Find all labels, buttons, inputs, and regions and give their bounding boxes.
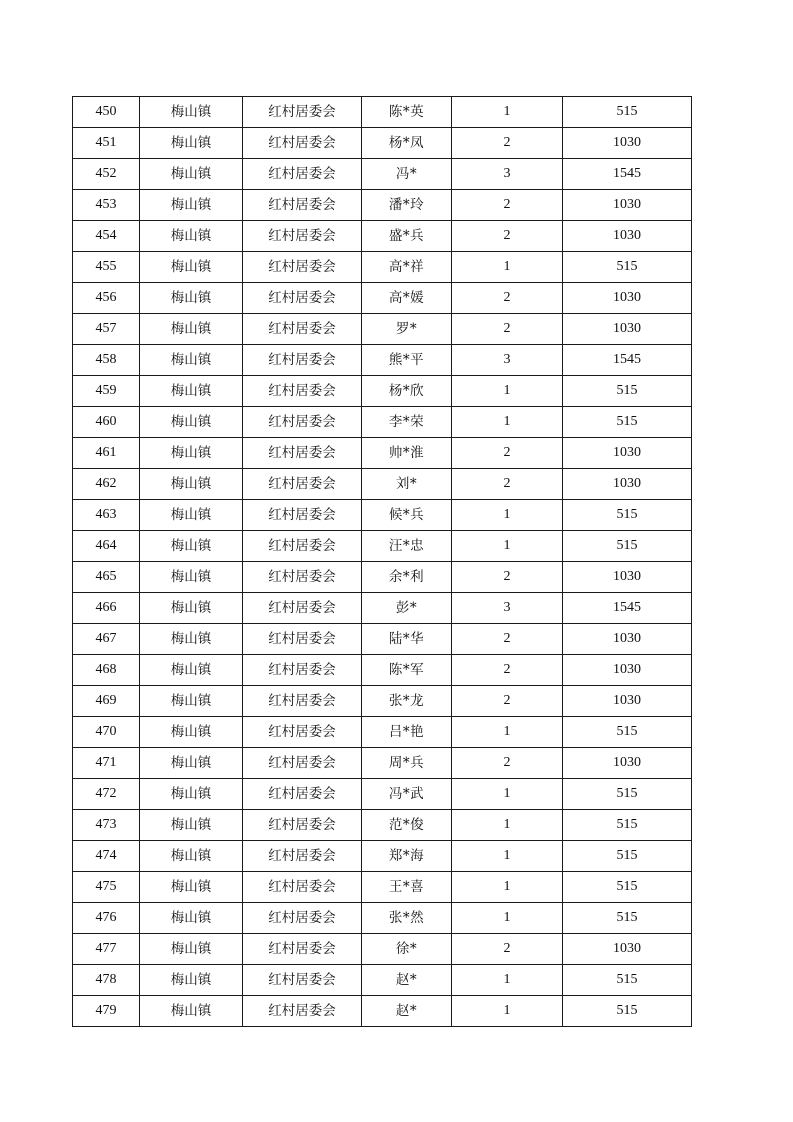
name-cell: 候*兵 (362, 500, 452, 531)
table-row (73, 190, 692, 221)
name-cell: 汪*忠 (362, 531, 452, 562)
name-cell: 张*龙 (362, 686, 452, 717)
table-row (73, 841, 692, 872)
town-cell: 梅山镇 (140, 283, 243, 314)
count-cell: 1 (452, 531, 563, 562)
count-cell: 1 (452, 841, 563, 872)
seq-cell: 475 (73, 872, 140, 903)
amount-cell: 515 (563, 779, 692, 810)
committee-cell: 红村居委会 (243, 190, 362, 221)
committee-cell: 红村居委会 (243, 686, 362, 717)
count-cell: 1 (452, 407, 563, 438)
town-cell: 梅山镇 (140, 996, 243, 1027)
seq-cell: 455 (73, 252, 140, 283)
amount-cell: 1030 (563, 438, 692, 469)
amount-cell: 515 (563, 903, 692, 934)
count-cell: 1 (452, 996, 563, 1027)
committee-cell: 红村居委会 (243, 407, 362, 438)
amount-cell: 1030 (563, 655, 692, 686)
committee-cell: 红村居委会 (243, 500, 362, 531)
seq-cell: 474 (73, 841, 140, 872)
amount-cell: 1030 (563, 748, 692, 779)
amount-cell: 1030 (563, 562, 692, 593)
table-row (73, 779, 692, 810)
count-cell: 3 (452, 345, 563, 376)
count-cell: 2 (452, 686, 563, 717)
committee-cell: 红村居委会 (243, 314, 362, 345)
seq-cell: 462 (73, 469, 140, 500)
town-cell: 梅山镇 (140, 841, 243, 872)
table-row (73, 872, 692, 903)
town-cell: 梅山镇 (140, 562, 243, 593)
amount-cell: 1030 (563, 686, 692, 717)
committee-cell: 红村居委会 (243, 903, 362, 934)
amount-cell: 1030 (563, 934, 692, 965)
committee-cell: 红村居委会 (243, 345, 362, 376)
committee-cell: 红村居委会 (243, 593, 362, 624)
town-cell: 梅山镇 (140, 593, 243, 624)
table-row (73, 97, 692, 128)
committee-cell: 红村居委会 (243, 531, 362, 562)
town-cell: 梅山镇 (140, 810, 243, 841)
amount-cell: 1030 (563, 314, 692, 345)
name-cell: 徐* (362, 934, 452, 965)
count-cell: 2 (452, 562, 563, 593)
name-cell: 熊*平 (362, 345, 452, 376)
count-cell: 2 (452, 314, 563, 345)
table-row (73, 469, 692, 500)
committee-cell: 红村居委会 (243, 779, 362, 810)
name-cell: 冯* (362, 159, 452, 190)
seq-cell: 453 (73, 190, 140, 221)
count-cell: 2 (452, 190, 563, 221)
amount-cell: 1030 (563, 190, 692, 221)
name-cell: 刘* (362, 469, 452, 500)
seq-cell: 468 (73, 655, 140, 686)
seq-cell: 457 (73, 314, 140, 345)
committee-cell: 红村居委会 (243, 934, 362, 965)
count-cell: 2 (452, 624, 563, 655)
seq-cell: 478 (73, 965, 140, 996)
name-cell: 陈*英 (362, 97, 452, 128)
table-row (73, 562, 692, 593)
committee-cell: 红村居委会 (243, 748, 362, 779)
town-cell: 梅山镇 (140, 748, 243, 779)
table-row (73, 810, 692, 841)
count-cell: 1 (452, 717, 563, 748)
count-cell: 2 (452, 748, 563, 779)
seq-cell: 477 (73, 934, 140, 965)
seq-cell: 472 (73, 779, 140, 810)
count-cell: 1 (452, 810, 563, 841)
amount-cell: 1030 (563, 469, 692, 500)
name-cell: 潘*玲 (362, 190, 452, 221)
table-row (73, 996, 692, 1027)
town-cell: 梅山镇 (140, 159, 243, 190)
seq-cell: 450 (73, 97, 140, 128)
town-cell: 梅山镇 (140, 469, 243, 500)
committee-cell: 红村居委会 (243, 841, 362, 872)
count-cell: 1 (452, 872, 563, 903)
amount-cell: 515 (563, 717, 692, 748)
seq-cell: 463 (73, 500, 140, 531)
amount-cell: 1030 (563, 283, 692, 314)
seq-cell: 466 (73, 593, 140, 624)
amount-cell: 1030 (563, 624, 692, 655)
table-row (73, 965, 692, 996)
committee-cell: 红村居委会 (243, 624, 362, 655)
name-cell: 范*俊 (362, 810, 452, 841)
town-cell: 梅山镇 (140, 221, 243, 252)
name-cell: 杨*欣 (362, 376, 452, 407)
seq-cell: 473 (73, 810, 140, 841)
name-cell: 帅*淮 (362, 438, 452, 469)
seq-cell: 471 (73, 748, 140, 779)
amount-cell: 515 (563, 97, 692, 128)
name-cell: 赵* (362, 996, 452, 1027)
table-row (73, 376, 692, 407)
committee-cell: 红村居委会 (243, 965, 362, 996)
name-cell: 高*媛 (362, 283, 452, 314)
town-cell: 梅山镇 (140, 314, 243, 345)
count-cell: 2 (452, 469, 563, 500)
table-row (73, 686, 692, 717)
committee-cell: 红村居委会 (243, 376, 362, 407)
seq-cell: 458 (73, 345, 140, 376)
name-cell: 王*喜 (362, 872, 452, 903)
amount-cell: 515 (563, 996, 692, 1027)
committee-cell: 红村居委会 (243, 159, 362, 190)
roster-table-body (73, 97, 692, 1027)
town-cell: 梅山镇 (140, 531, 243, 562)
seq-cell: 476 (73, 903, 140, 934)
amount-cell: 515 (563, 965, 692, 996)
town-cell: 梅山镇 (140, 438, 243, 469)
committee-cell: 红村居委会 (243, 717, 362, 748)
count-cell: 2 (452, 128, 563, 159)
committee-cell: 红村居委会 (243, 438, 362, 469)
count-cell: 3 (452, 159, 563, 190)
count-cell: 1 (452, 500, 563, 531)
committee-cell: 红村居委会 (243, 128, 362, 159)
table-row (73, 345, 692, 376)
town-cell: 梅山镇 (140, 624, 243, 655)
count-cell: 2 (452, 655, 563, 686)
name-cell: 李*荣 (362, 407, 452, 438)
table-row (73, 593, 692, 624)
count-cell: 1 (452, 97, 563, 128)
name-cell: 陈*军 (362, 655, 452, 686)
count-cell: 2 (452, 438, 563, 469)
table-row (73, 500, 692, 531)
table-row (73, 655, 692, 686)
table-row (73, 314, 692, 345)
table-row (73, 159, 692, 190)
table-row (73, 717, 692, 748)
amount-cell: 515 (563, 252, 692, 283)
roster-table (72, 96, 692, 1027)
table-row (73, 748, 692, 779)
count-cell: 1 (452, 903, 563, 934)
amount-cell: 1030 (563, 128, 692, 159)
seq-cell: 451 (73, 128, 140, 159)
town-cell: 梅山镇 (140, 717, 243, 748)
name-cell: 吕*艳 (362, 717, 452, 748)
seq-cell: 470 (73, 717, 140, 748)
town-cell: 梅山镇 (140, 128, 243, 159)
amount-cell: 1545 (563, 159, 692, 190)
town-cell: 梅山镇 (140, 934, 243, 965)
town-cell: 梅山镇 (140, 252, 243, 283)
table-row (73, 438, 692, 469)
town-cell: 梅山镇 (140, 345, 243, 376)
committee-cell: 红村居委会 (243, 283, 362, 314)
seq-cell: 452 (73, 159, 140, 190)
count-cell: 3 (452, 593, 563, 624)
town-cell: 梅山镇 (140, 686, 243, 717)
seq-cell: 461 (73, 438, 140, 469)
amount-cell: 515 (563, 407, 692, 438)
seq-cell: 479 (73, 996, 140, 1027)
seq-cell: 454 (73, 221, 140, 252)
town-cell: 梅山镇 (140, 376, 243, 407)
amount-cell: 1545 (563, 345, 692, 376)
committee-cell: 红村居委会 (243, 655, 362, 686)
seq-cell: 464 (73, 531, 140, 562)
count-cell: 1 (452, 252, 563, 283)
seq-cell: 460 (73, 407, 140, 438)
name-cell: 张*然 (362, 903, 452, 934)
name-cell: 冯*武 (362, 779, 452, 810)
count-cell: 2 (452, 221, 563, 252)
table-row (73, 624, 692, 655)
count-cell: 2 (452, 934, 563, 965)
town-cell: 梅山镇 (140, 655, 243, 686)
committee-cell: 红村居委会 (243, 996, 362, 1027)
table-row (73, 407, 692, 438)
document-page (72, 96, 692, 1027)
name-cell: 周*兵 (362, 748, 452, 779)
seq-cell: 459 (73, 376, 140, 407)
count-cell: 2 (452, 283, 563, 314)
table-row (73, 531, 692, 562)
seq-cell: 469 (73, 686, 140, 717)
amount-cell: 515 (563, 872, 692, 903)
name-cell: 罗* (362, 314, 452, 345)
committee-cell: 红村居委会 (243, 221, 362, 252)
town-cell: 梅山镇 (140, 407, 243, 438)
count-cell: 1 (452, 376, 563, 407)
name-cell: 赵* (362, 965, 452, 996)
town-cell: 梅山镇 (140, 965, 243, 996)
amount-cell: 515 (563, 531, 692, 562)
name-cell: 余*利 (362, 562, 452, 593)
amount-cell: 1030 (563, 221, 692, 252)
count-cell: 1 (452, 779, 563, 810)
committee-cell: 红村居委会 (243, 562, 362, 593)
table-row (73, 252, 692, 283)
town-cell: 梅山镇 (140, 500, 243, 531)
town-cell: 梅山镇 (140, 190, 243, 221)
amount-cell: 515 (563, 376, 692, 407)
name-cell: 郑*海 (362, 841, 452, 872)
table-row (73, 903, 692, 934)
amount-cell: 515 (563, 500, 692, 531)
name-cell: 陆*华 (362, 624, 452, 655)
seq-cell: 467 (73, 624, 140, 655)
name-cell: 盛*兵 (362, 221, 452, 252)
seq-cell: 456 (73, 283, 140, 314)
committee-cell: 红村居委会 (243, 810, 362, 841)
town-cell: 梅山镇 (140, 872, 243, 903)
name-cell: 杨*凤 (362, 128, 452, 159)
table-row (73, 283, 692, 314)
table-row (73, 221, 692, 252)
name-cell: 彭* (362, 593, 452, 624)
count-cell: 1 (452, 965, 563, 996)
committee-cell: 红村居委会 (243, 252, 362, 283)
table-row (73, 934, 692, 965)
amount-cell: 515 (563, 810, 692, 841)
committee-cell: 红村居委会 (243, 872, 362, 903)
town-cell: 梅山镇 (140, 903, 243, 934)
town-cell: 梅山镇 (140, 97, 243, 128)
seq-cell: 465 (73, 562, 140, 593)
amount-cell: 515 (563, 841, 692, 872)
town-cell: 梅山镇 (140, 779, 243, 810)
table-row (73, 128, 692, 159)
committee-cell: 红村居委会 (243, 469, 362, 500)
committee-cell: 红村居委会 (243, 97, 362, 128)
name-cell: 高*祥 (362, 252, 452, 283)
amount-cell: 1545 (563, 593, 692, 624)
